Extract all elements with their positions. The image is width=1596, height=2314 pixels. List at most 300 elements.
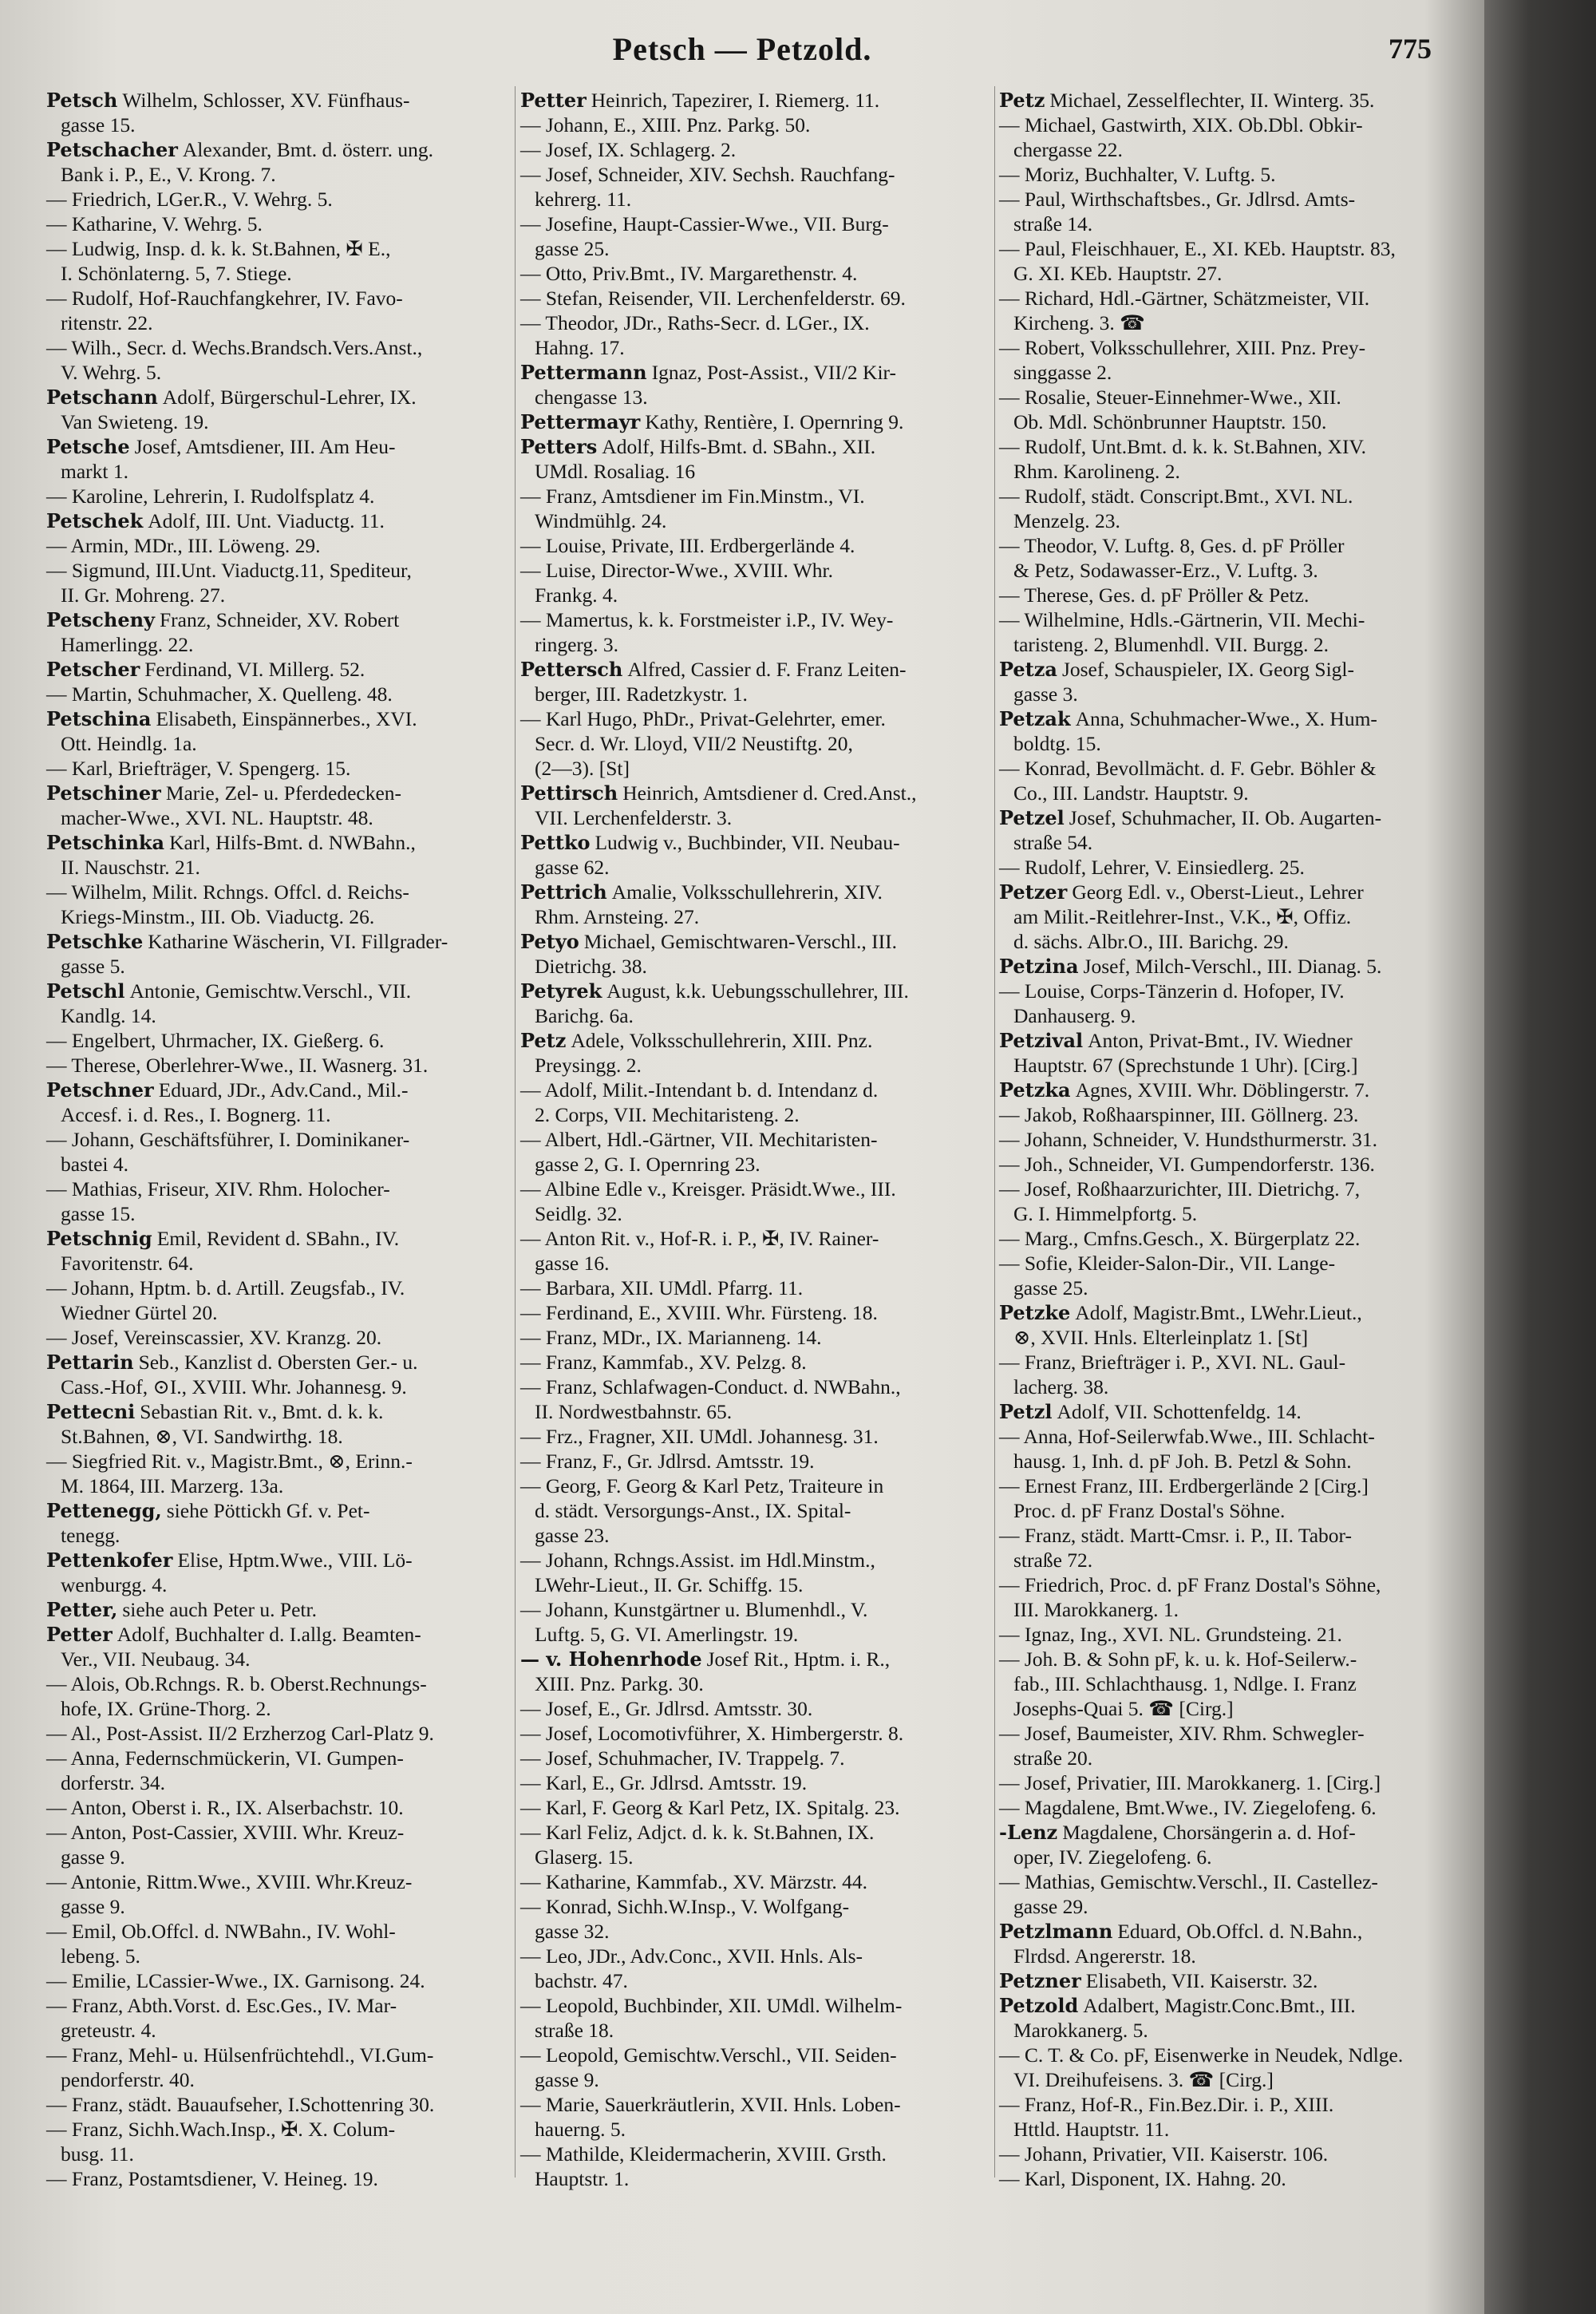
directory-subentry: — Sofie, Kleider-Salon-Dir., VII. Lange- — [999, 1252, 1336, 1275]
entry-continuation: gasse 25. — [1013, 1276, 1088, 1299]
entry-continuation: Kircheng. 3. ☎ — [1013, 311, 1145, 334]
directory-entry — [520, 781, 990, 805]
entry-continuation: Windmühlg. 24. — [535, 509, 667, 532]
directory-subentry: — Adolf, Milit.-Intendant b. d. Intendanz d. — [520, 1078, 879, 1102]
entry-details: Josef, Schauspieler, IX. Georg Sigl- — [1061, 658, 1355, 681]
column-divider — [515, 86, 516, 2178]
entry-details: Alfred, Cassier d. F. Franz Leiten- — [627, 658, 907, 681]
entry-continuation: gasse 9. — [61, 1895, 125, 1918]
directory-entry — [520, 434, 990, 459]
directory-subentry: — Anton, Post-Cassier, XVIII. Whr. Kreuz- — [46, 1821, 405, 1844]
entry-surname: Pettermayr — [520, 410, 641, 433]
directory-subentry: — Leopold, Buchbinder, XII. UMdl. Wilhelm- — [520, 1994, 903, 2017]
directory-subentry: — Franz, Hof-R., Fin.Bez.Dir. i. P., XIII. — [999, 2093, 1334, 2116]
entry-details: Adolf, Hilfs-Bmt. d. SBahn., XII. — [602, 435, 876, 458]
entry-continuation: Kriegs-Minstm., III. Ob. Viaductg. 26. — [61, 905, 375, 928]
entry-details: Elise, Hptm.Wwe., VIII. Lö- — [177, 1549, 413, 1572]
directory-entry — [999, 706, 1470, 731]
directory-subentry: — Anna, Hof-Seilerwfab.Wwe., III. Schlacht- — [999, 1425, 1375, 1448]
entry-details: Katharine Wäscherin, VI. Fillgrader- — [148, 930, 448, 953]
entry-continuation: II. Gr. Mohreng. 27. — [61, 583, 226, 607]
entry-details: Elisabeth, Einspännerbes., XVI. — [156, 707, 417, 730]
page-edge-shadow — [1484, 0, 1596, 2314]
entry-continuation: Glaserg. 15. — [535, 1845, 634, 1869]
entry-continuation: berger, III. Radetzkystr. 1. — [535, 682, 748, 706]
entry-details: Alexander, Bmt. d. österr. ung. — [182, 138, 433, 161]
entry-details: Adolf, Buchhalter d. I.allg. Beamten- — [117, 1623, 421, 1646]
entry-continuation: gasse 9. — [535, 2068, 599, 2091]
directory-subentry: — Franz, Postamtsdiener, V. Heineg. 19. — [46, 2167, 378, 2190]
directory-subentry: — Josef, E., Gr. Jdlrsd. Amtsstr. 30. — [520, 1697, 813, 1720]
entry-surname: Petscheny — [46, 608, 155, 631]
directory-subentry: — Armin, MDr., III. Löweng. 29. — [46, 534, 321, 557]
entry-surname: Pettrich — [520, 880, 607, 904]
directory-entry — [46, 1498, 511, 1523]
directory-subentry: — Franz, Sichh.Wach.Insp., ✠. X. Colum- — [46, 2118, 396, 2141]
entry-continuation: Luftg. 5, G. VI. Amerlingstr. 19. — [535, 1623, 799, 1646]
directory-subentry: — Josef, Vereinscassier, XV. Kranzg. 20. — [46, 1326, 382, 1349]
directory-entry — [999, 88, 1470, 113]
entry-continuation: bachstr. 47. — [535, 1969, 628, 1992]
entry-continuation: gasse 23. — [535, 1524, 610, 1547]
entry-continuation: Proc. d. pF Franz Dostal's Söhne. — [1013, 1499, 1286, 1522]
directory-subentry: — Josef, Locomotivführer, X. Himbergerstr. 8. — [520, 1722, 904, 1745]
directory-subentry: — Leopold, Gemischtw.Verschl., VII. Seiden- — [520, 2043, 897, 2067]
entry-continuation: XIII. Pnz. Parkg. 30. — [535, 1672, 704, 1695]
entry-surname: -Lenz — [999, 1821, 1058, 1844]
directory-subentry: — Karl, F. Georg & Karl Petz, IX. Spitalg. 23. — [520, 1796, 900, 1819]
entry-continuation: boldtg. 15. — [1013, 732, 1101, 755]
entry-continuation: markt 1. — [61, 460, 128, 483]
directory-subentry: — Johann, Schneider, V. Hundsthurmerstr. 31. — [999, 1128, 1378, 1151]
directory-entry — [999, 1968, 1470, 1993]
page-number: 775 — [1389, 33, 1432, 65]
entry-details: Eduard, JDr., Adv.Cand., Mil.- — [158, 1078, 409, 1102]
page-header — [0, 30, 1484, 70]
directory-entry — [520, 88, 990, 113]
entry-surname: Petschiner — [46, 781, 161, 805]
directory-subentry: — Engelbert, Uhrmacher, IX. Gießerg. 6. — [46, 1029, 385, 1052]
entry-surname: Pettersch — [520, 658, 623, 681]
entry-continuation: UMdl. Rosaliag. 16 — [535, 460, 696, 483]
entry-surname: Pettecni — [46, 1400, 136, 1423]
entry-surname: Petschnig — [46, 1227, 152, 1250]
entry-continuation: Seidlg. 32. — [535, 1202, 622, 1225]
directory-subentry: — Franz, Schlafwagen-Conduct. d. NWBahn., — [520, 1375, 901, 1398]
entry-surname: Petzival — [999, 1029, 1084, 1052]
entry-details: Georg Edl. v., Oberst-Lieut., Lehrer — [1072, 880, 1364, 904]
directory-subentry: — Moriz, Buchhalter, V. Luftg. 5. — [999, 163, 1276, 186]
directory-entry — [46, 830, 511, 855]
directory-subentry: — Paul, Fleischhauer, E., XI. KEb. Hauptstr. 83, — [999, 237, 1396, 260]
directory-subentry: — Michael, Gastwirth, XIX. Ob.Dbl. Obkir- — [999, 113, 1363, 136]
entry-continuation: Cass.-Hof, ⊙I., XVIII. Whr. Johannesg. 9. — [61, 1375, 407, 1398]
directory-subentry: — Siegfried Rit. v., Magistr.Bmt., ⊗, Erinn.- — [46, 1450, 413, 1473]
entry-details: Marie, Zel- u. Pferdedecken- — [165, 781, 402, 805]
entry-continuation: ritenstr. 22. — [61, 311, 153, 334]
entry-continuation: Co., III. Landstr. Hauptstr. 9. — [1013, 781, 1249, 805]
entry-continuation: gasse 15. — [61, 113, 136, 136]
directory-entry — [46, 1078, 511, 1102]
directory-entry — [520, 929, 990, 954]
entry-continuation: Wiedner Gürtel 20. — [61, 1301, 218, 1324]
column-2 — [520, 88, 990, 2191]
directory-subentry: — Franz, MDr., IX. Marianneng. 14. — [520, 1326, 822, 1349]
entry-surname: Petschek — [46, 509, 144, 532]
entry-surname: — v. Hohenrhode — [520, 1647, 702, 1671]
entry-continuation: III. Marokkanerg. 1. — [1013, 1598, 1179, 1621]
entry-surname: Pettarin — [46, 1351, 134, 1374]
directory-subentry: — Al., Post-Assist. II/2 Erzherzog Carl-Platz 9. — [46, 1722, 434, 1745]
entry-continuation: ⊗, XVII. Hnls. Elterleinplatz 1. [St] — [1013, 1326, 1309, 1349]
entry-continuation: gasse 15. — [61, 1202, 136, 1225]
entry-continuation: gasse 25. — [535, 237, 610, 260]
directory-subentry: — Ernest Franz, III. Erdbergerlände 2 [Cirg.] — [999, 1474, 1369, 1497]
directory-subentry: — Mathias, Friseur, XIV. Rhm. Holocher- — [46, 1177, 390, 1201]
entry-details: Agnes, XVIII. Whr. Döblingerstr. 7. — [1075, 1078, 1370, 1102]
entry-surname: Petzner — [999, 1969, 1081, 1992]
entry-details: Kathy, Rentière, I. Opernring 9. — [645, 410, 904, 433]
entry-continuation: Josephs-Quai 5. ☎ [Cirg.] — [1013, 1697, 1234, 1720]
entry-continuation: Kandlg. 14. — [61, 1004, 156, 1027]
directory-subentry: — Theodor, JDr., Raths-Secr. d. LGer., IX. — [520, 311, 870, 334]
entry-details: Adolf, VII. Schottenfeldg. 14. — [1057, 1400, 1302, 1423]
directory-subentry: — Mathias, Gemischtw.Verschl., II. Castellez- — [999, 1870, 1378, 1893]
directory-subentry: — Johann, Kunstgärtner u. Blumenhdl., V. — [520, 1598, 868, 1621]
entry-continuation: II. Nordwestbahnstr. 65. — [535, 1400, 733, 1423]
entry-surname: Petza — [999, 658, 1057, 681]
entry-details: Michael, Zesselflechter, II. Winterg. 35. — [1049, 89, 1375, 112]
directory-subentry: — Katharine, Kammfab., XV. Märzstr. 44. — [520, 1870, 868, 1893]
entry-continuation: hausg. 1, Inh. d. pF Joh. B. Petzl & Sohn. — [1013, 1450, 1352, 1473]
entry-continuation: II. Nauschstr. 21. — [61, 856, 200, 879]
entry-continuation: Hamerlingg. 22. — [61, 633, 194, 656]
directory-entry — [46, 781, 511, 805]
entry-continuation: Preysingg. 2. — [535, 1054, 642, 1077]
entry-details: Josef, Amtsdiener, III. Am Heu- — [134, 435, 396, 458]
directory-entry — [999, 1399, 1470, 1424]
column-1 — [46, 88, 511, 2191]
entry-continuation: gasse 62. — [535, 856, 610, 879]
directory-entry — [46, 929, 511, 954]
entry-surname: Petschl — [46, 979, 125, 1003]
entry-details: Josef, Schuhmacher, II. Ob. Augarten- — [1069, 806, 1382, 829]
entry-continuation: am Milit.-Reitlehrer-Inst., V.K., ✠, Offiz. — [1013, 905, 1352, 928]
entry-continuation: lebeng. 5. — [61, 1944, 140, 1968]
entry-continuation: Ott. Heindlg. 1a. — [61, 732, 197, 755]
column-divider — [994, 86, 995, 2178]
directory-entry — [46, 1597, 511, 1622]
entry-continuation: gasse 5. — [61, 955, 125, 978]
entry-surname: Petyrek — [520, 979, 602, 1003]
entry-details: Josef Rit., Hptm. i. R., — [706, 1647, 891, 1671]
directory-entry — [520, 880, 990, 904]
entry-continuation: Hauptstr. 67 (Sprechstunde 1 Uhr). [Cirg.] — [1013, 1054, 1358, 1077]
entry-details: August, k.k. Uebungsschullehrer, III. — [606, 979, 909, 1003]
entry-continuation: Frankg. 4. — [535, 583, 618, 607]
entry-continuation: chergasse 22. — [1013, 138, 1123, 161]
directory-subentry: — Karoline, Lehrerin, I. Rudolfsplatz 4. — [46, 485, 375, 508]
entry-continuation: Danhauserg. 9. — [1013, 1004, 1136, 1027]
directory-subentry: — Albine Edle v., Kreisger. Präsidt.Wwe., III. — [520, 1177, 896, 1201]
directory-entry — [46, 1399, 511, 1424]
directory-entry — [999, 657, 1470, 682]
directory-subentry: — Ludwig, Insp. d. k. k. St.Bahnen, ✠ E., — [46, 237, 391, 260]
entry-surname: Pettirsch — [520, 781, 618, 805]
directory-subentry: — Luise, Director-Wwe., XVIII. Whr. — [520, 559, 834, 582]
entry-continuation: Van Swieteng. 19. — [61, 410, 209, 433]
directory-subentry: — Karl Hugo, PhDr., Privat-Gelehrter, emer. — [520, 707, 886, 730]
entry-surname: Petter — [46, 1623, 113, 1646]
entry-details: Wilhelm, Schlosser, XV. Fünfhaus- — [122, 89, 410, 112]
entry-details: Sebastian Rit. v., Bmt. d. k. k. — [140, 1400, 384, 1423]
directory-subentry: — Leo, JDr., Adv.Conc., XVII. Hnls. Als- — [520, 1944, 863, 1968]
directory-subentry: — Paul, Wirthschaftsbes., Gr. Jdlrsd. Amts- — [999, 188, 1356, 211]
entry-continuation: gasse 32. — [535, 1920, 610, 1943]
directory-subentry: — Konrad, Sichh.W.Insp., V. Wolfgang- — [520, 1895, 850, 1918]
entry-details: Emil, Revident d. SBahn., IV. — [156, 1227, 400, 1250]
entry-continuation: Favoritenstr. 64. — [61, 1252, 194, 1275]
entry-surname: Petschina — [46, 707, 152, 730]
directory-subentry: — Theodor, V. Luftg. 8, Ges. d. pF Pröller — [999, 534, 1345, 557]
directory-entry — [999, 954, 1470, 979]
directory-subentry: — Johann, Privatier, VII. Kaiserstr. 106. — [999, 2142, 1329, 2166]
directory-subentry: — Karl, E., Gr. Jdlrsd. Amtsstr. 19. — [520, 1771, 808, 1794]
directory-subentry: — Emilie, LCassier-Wwe., IX. Garnisong. 24. — [46, 1969, 425, 1992]
running-title: Petsch — Petzold. — [612, 31, 872, 67]
entry-surname: Petschinka — [46, 831, 165, 854]
entry-continuation: d. sächs. Albr.O., III. Barichg. 29. — [1013, 930, 1289, 953]
entry-surname: Petsche — [46, 435, 130, 458]
entry-continuation: Dietrichg. 38. — [535, 955, 647, 978]
directory-subentry: — Franz, Mehl- u. Hülsenfrüchtehdl., VI.Gum- — [46, 2043, 434, 2067]
directory-subentry: — Rudolf, Unt.Bmt. d. k. k. St.Bahnen, XIV. — [999, 435, 1366, 458]
directory-entry — [46, 607, 511, 632]
entry-surname: Petzak — [999, 707, 1071, 730]
entry-continuation: gasse 9. — [61, 1845, 125, 1869]
directory-entry — [999, 1028, 1470, 1053]
directory-subentry: — Friedrich, Proc. d. pF Franz Dostal's Söhne, — [999, 1573, 1381, 1596]
directory-entry — [999, 805, 1470, 830]
directory-subentry: — Marie, Sauerkräutlerin, XVII. Hnls. Loben- — [520, 2093, 901, 2116]
entry-surname: Petzold — [999, 1994, 1079, 2017]
entry-surname: Pettko — [520, 831, 591, 854]
directory-subentry: — Franz, städt. Bauaufseher, I.Schottenring 30. — [46, 2093, 435, 2116]
directory-subentry: — Rosalie, Steuer-Einnehmer-Wwe., XII. — [999, 386, 1341, 409]
directory-subentry: — Barbara, XII. UMdl. Pfarrg. 11. — [520, 1276, 804, 1299]
entry-continuation: I. Schönlaterng. 5, 7. Stiege. — [61, 262, 292, 285]
directory-subentry: — Louise, Private, III. Erdbergerlände 4. — [520, 534, 855, 557]
directory-entry — [46, 1226, 511, 1251]
entry-continuation: straße 18. — [535, 2019, 614, 2042]
entry-details: Seb., Kanzlist d. Obersten Ger.- u. — [138, 1351, 418, 1374]
directory-subentry: — Josef, Schuhmacher, IV. Trappelg. 7. — [520, 1746, 845, 1770]
directory-subentry: — Josef, Schneider, XIV. Sechsh. Rauchfang- — [520, 163, 895, 186]
directory-entry — [46, 979, 511, 1003]
directory-subentry: — Joh. B. & Sohn pF, k. u. k. Hof-Seilerw.- — [999, 1647, 1357, 1671]
directory-entry — [520, 409, 990, 434]
directory-entry — [46, 88, 511, 113]
entry-details: Ignaz, Post-Assist., VII/2 Kir- — [651, 361, 897, 384]
entry-surname: Petz — [520, 1029, 567, 1052]
entry-continuation: kehrerg. 11. — [535, 188, 632, 211]
entry-continuation: lacherg. 38. — [1013, 1375, 1109, 1398]
directory-subentry: — Robert, Volksschullehrer, XIII. Pnz. Prey- — [999, 336, 1366, 359]
entry-continuation: straße 54. — [1013, 831, 1093, 854]
directory-entry — [520, 360, 990, 385]
entry-surname: Petzl — [999, 1400, 1053, 1423]
entry-continuation: gasse 3. — [1013, 682, 1078, 706]
entry-details: Adele, Volksschullehrerin, XIII. Pnz. — [571, 1029, 873, 1052]
directory-subentry: — Wilh., Secr. d. Wechs.Brandsch.Vers.Anst., — [46, 336, 423, 359]
directory-subentry: — Therese, Oberlehrer-Wwe., II. Wasnerg. 31. — [46, 1054, 429, 1077]
directory-subentry: — Stefan, Reisender, VII. Lerchenfelderstr. 69. — [520, 287, 906, 310]
entry-continuation: ringerg. 3. — [535, 633, 619, 656]
directory-subentry: — Johann, E., XIII. Pnz. Parkg. 50. — [520, 113, 811, 136]
directory-subentry: — Anton Rit. v., Hof-R. i. P., ✠, IV. Rainer- — [520, 1227, 879, 1250]
entry-details: Magdalene, Chorsängerin a. d. Hof- — [1062, 1821, 1356, 1844]
entry-surname: Pettenkofer — [46, 1549, 173, 1572]
directory-entry — [520, 979, 990, 1003]
entry-details: Adolf, Magistr.Bmt., LWehr.Lieut., — [1075, 1301, 1362, 1324]
directory-subentry: — Albert, Hdl.-Gärtner, VII. Mechitaristen- — [520, 1128, 878, 1151]
entry-surname: Petschacher — [46, 138, 178, 161]
directory-subentry: — Konrad, Bevollmächt. d. F. Gebr. Böhler & — [999, 757, 1377, 780]
directory-entry — [999, 880, 1470, 904]
directory-subentry: — Martin, Schuhmacher, X. Quelleng. 48. — [46, 682, 393, 706]
entry-surname: Petschke — [46, 930, 144, 953]
entry-surname: Petter, — [46, 1598, 118, 1621]
directory-entry — [999, 1300, 1470, 1325]
entry-continuation: Httld. Hauptstr. 11. — [1013, 2118, 1170, 2141]
directory-entry — [46, 1548, 511, 1572]
directory-subentry: — Josefine, Haupt-Cassier-Wwe., VII. Burg- — [520, 212, 889, 235]
directory-entry — [46, 657, 511, 682]
directory-subentry: — Rudolf, Lehrer, V. Einsiedlerg. 25. — [999, 856, 1305, 879]
entry-continuation: G. I. Himmelpfortg. 5. — [1013, 1202, 1198, 1225]
entry-continuation: LWehr-Lieut., II. Gr. Schiffg. 15. — [535, 1573, 804, 1596]
entry-surname: Petz — [999, 89, 1045, 112]
directory-entry — [46, 1350, 511, 1375]
directory-subentry: — Josef, Privatier, III. Marokkanerg. 1. [Cirg.] — [999, 1771, 1381, 1794]
directory-subentry: — Karl Feliz, Adjct. d. k. k. St.Bahnen, IX. — [520, 1821, 875, 1844]
entry-continuation: Flrdsd. Angererstr. 18. — [1013, 1944, 1196, 1968]
directory-subentry: — Franz, städt. Martt-Cmsr. i. P., II. Tabor- — [999, 1524, 1353, 1547]
entry-details: Adolf, Bürgerschul-Lehrer, IX. — [162, 386, 417, 409]
entry-continuation: tenegg. — [61, 1524, 120, 1547]
directory-entry — [999, 1919, 1470, 1944]
entry-details: Anton, Privat-Bmt., IV. Wiedner — [1088, 1029, 1353, 1052]
directory-entry — [520, 1647, 990, 1671]
directory-subentry: — Otto, Priv.Bmt., IV. Margarethenstr. 4. — [520, 262, 858, 285]
entry-surname: Petsch — [46, 89, 118, 112]
entry-continuation: Ob. Mdl. Schönbrunner Hauptstr. 150. — [1013, 410, 1327, 433]
entry-surname: Petzina — [999, 955, 1079, 978]
directory-entry — [520, 1028, 990, 1053]
entry-surname: Petscher — [46, 658, 140, 681]
directory-subentry: — Katharine, V. Wehrg. 5. — [46, 212, 263, 235]
entry-continuation: St.Bahnen, ⊗, VI. Sandwirthg. 18. — [61, 1425, 343, 1448]
entry-continuation: VI. Dreihufeisens. 3. ☎ [Cirg.] — [1013, 2068, 1274, 2091]
entry-details: Josef, Milch-Verschl., III. Dianag. 5. — [1083, 955, 1382, 978]
directory-entry — [999, 1820, 1470, 1845]
directory-subentry: — Georg, F. Georg & Karl Petz, Traiteure in — [520, 1474, 884, 1497]
directory-subentry: — Frz., Fragner, XII. UMdl. Johannesg. 31. — [520, 1425, 879, 1448]
entry-continuation: dorferstr. 34. — [61, 1771, 166, 1794]
entry-continuation: Secr. d. Wr. Lloyd, VII/2 Neustiftg. 20, — [535, 732, 853, 755]
directory-subentry: — Franz, Abth.Vorst. d. Esc.Ges., IV. Mar- — [46, 1994, 397, 2017]
entry-surname: Petzlmann — [999, 1920, 1113, 1943]
entry-surname: Petschner — [46, 1078, 154, 1102]
entry-surname: Petters — [520, 435, 598, 458]
entry-continuation: Accesf. i. d. Res., I. Bognerg. 11. — [61, 1103, 331, 1126]
directory-entry — [46, 434, 511, 459]
entry-continuation: fab., III. Schlachthausg. 1, Ndlge. I. Franz — [1013, 1672, 1357, 1695]
entry-surname: Petzke — [999, 1301, 1071, 1324]
entry-continuation: Hauptstr. 1. — [535, 2167, 630, 2190]
directory-entry — [46, 1622, 511, 1647]
directory-entry — [46, 508, 511, 533]
entry-continuation: d. städt. Versorgungs-Anst., IX. Spital- — [535, 1499, 851, 1522]
directory-subentry: — Johann, Rchngs.Assist. im Hdl.Minstm., — [520, 1549, 875, 1572]
directory-subentry: — Richard, Hdl.-Gärtner, Schätzmeister, VII. — [999, 287, 1370, 310]
entry-surname: Petzer — [999, 880, 1068, 904]
entry-surname: Petyo — [520, 930, 579, 953]
directory-subentry: — Sigmund, III.Unt. Viaductg.11, Spediteur, — [46, 559, 412, 582]
entry-surname: Pettermann — [520, 361, 647, 384]
entry-details: Heinrich, Amtsdiener d. Cred.Anst., — [622, 781, 917, 805]
directory-entry — [46, 137, 511, 162]
entry-details: Anna, Schuhmacher-Wwe., X. Hum- — [1075, 707, 1377, 730]
directory-subentry: — Alois, Ob.Rchngs. R. b. Oberst.Rechnungs- — [46, 1672, 427, 1695]
entry-continuation: straße 72. — [1013, 1549, 1093, 1572]
directory-entry — [999, 1993, 1470, 2018]
entry-details: Antonie, Gemischtw.Verschl., VII. — [129, 979, 412, 1003]
entry-continuation: singgasse 2. — [1013, 361, 1112, 384]
directory-subentry: — Jakob, Roßhaarspinner, III. Göllnerg. 23. — [999, 1103, 1359, 1126]
entry-surname: Petzka — [999, 1078, 1071, 1102]
entry-surname: Petzel — [999, 806, 1065, 829]
entry-continuation: V. Wehrg. 5. — [61, 361, 162, 384]
entry-continuation: straße 14. — [1013, 212, 1093, 235]
entry-continuation: Marokkanerg. 5. — [1013, 2019, 1148, 2042]
directory-subentry: — Rudolf, Hof-Rauchfangkehrer, IV. Favo- — [46, 287, 403, 310]
entry-continuation: hauerng. 5. — [535, 2118, 626, 2141]
entry-details: Karl, Hilfs-Bmt. d. NWBahn., — [169, 831, 416, 854]
entry-continuation: VII. Lerchenfelderstr. 3. — [535, 806, 733, 829]
entry-continuation: hofe, IX. Grüne-Thorg. 2. — [61, 1697, 271, 1720]
entry-continuation: pendorferstr. 40. — [61, 2068, 195, 2091]
directory-subentry: — Franz, Kammfab., XV. Pelzg. 8. — [520, 1351, 807, 1374]
entry-continuation: Bank i. P., E., V. Krong. 7. — [61, 163, 276, 186]
entry-continuation: Menzelg. 23. — [1013, 509, 1120, 532]
entry-continuation: Rhm. Arnsteing. 27. — [535, 905, 700, 928]
directory-subentry: — Anton, Oberst i. R., IX. Alserbachstr. 10. — [46, 1796, 404, 1819]
entry-continuation: M. 1864, III. Marzerg. 13a. — [61, 1474, 284, 1497]
entry-details: Franz, Schneider, XV. Robert — [160, 608, 400, 631]
entry-details: Heinrich, Tapezirer, I. Riemerg. 11. — [591, 89, 880, 112]
entry-surname: Pettenegg, — [46, 1499, 162, 1522]
directory-subentry: — Louise, Corps-Tänzerin d. Hofoper, IV. — [999, 979, 1345, 1003]
directory-subentry: — Franz, Amtsdiener im Fin.Minstm., VI. — [520, 485, 865, 508]
entry-details: Elisabeth, VII. Kaiserstr. 32. — [1085, 1969, 1318, 1992]
directory-entry — [520, 657, 990, 682]
directory-entry — [46, 706, 511, 731]
entry-continuation: macher-Wwe., XVI. NL. Hauptstr. 48. — [61, 806, 373, 829]
entry-continuation: Ver., VII. Neubaug. 34. — [61, 1647, 251, 1671]
directory-subentry: — Karl, Briefträger, V. Spengerg. 15. — [46, 757, 351, 780]
entry-details: Adalbert, Magistr.Conc.Bmt., III. — [1083, 1994, 1356, 2017]
